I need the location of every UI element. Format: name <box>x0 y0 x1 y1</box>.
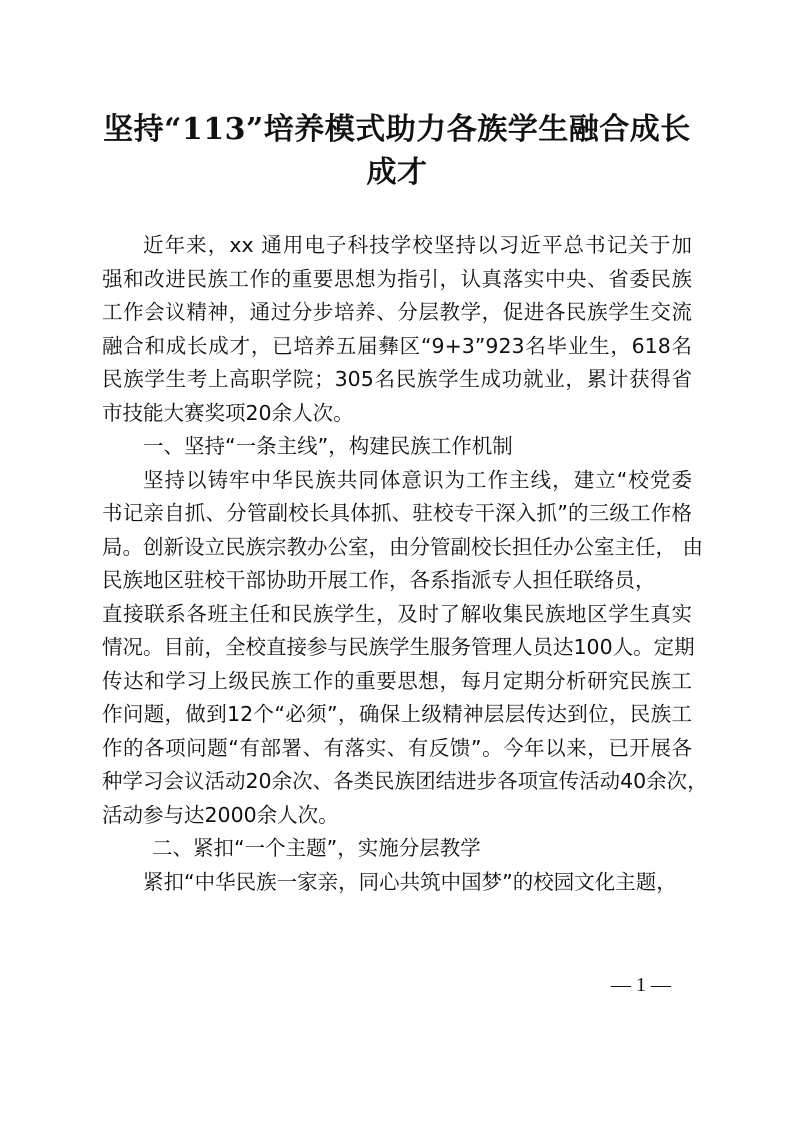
paragraph-line: 作的各项问题“有部署、有落实、有反馈”。今年以来，已开展各 <box>102 735 692 760</box>
document-title: 坚持“113”培养模式助力各族学生融合成长成才 <box>103 112 691 190</box>
section-heading-2: 二、紧扣“一个主题”，实施分层教学 <box>152 836 481 860</box>
paragraph-line: 强和改进民族工作的重要思想为指引，认真落实中央、省委民族 <box>102 266 692 291</box>
paragraph-line: 活动参与达2000余人次。 <box>102 802 339 827</box>
paragraph-line: 紧扣“中华民族一家亲，同心共筑中国梦”的校园文化主题， <box>143 869 677 894</box>
paragraph-line: 民族地区驻校干部协助开展工作，各系指派专人担任联络员， <box>102 568 656 592</box>
paragraph-line: 种学习会议活动20余次、各类民族团结进步各项宣传活动40余次， <box>102 769 708 793</box>
paragraph-line: 传达和学习上级民族工作的重要思想，每月定期分析研究民族工 <box>102 668 692 693</box>
paragraph-line: 融合和成长成才，已培养五届彝区“9+3”923名毕业生，618名 <box>102 333 692 358</box>
paragraph-line: 书记亲自抓、分管副校长具体抓、驻校专干深入抓”的三级工作格 <box>102 501 692 525</box>
paragraph-line: 情况。目前，全校直接参与民族学生服务管理人员达100人。定期 <box>102 635 695 659</box>
paragraph-line: 局。创新设立民族宗教办公室，由分管副校长担任办公室主任， 由 <box>102 534 704 559</box>
paragraph-line: 作问题，做到12个“必须”，确保上级精神层层传达到位，民族工 <box>102 702 692 726</box>
paragraph-line: 市技能大赛奖项20余人次。 <box>102 400 354 425</box>
paragraph-line: 工作会议精神，通过分步培养、分层教学，促进各民族学生交流 <box>102 300 692 324</box>
paragraph-line: 坚持以铸牢中华民族共同体意识为工作主线，建立“校党委 <box>143 467 692 492</box>
section-heading-1: 一、坚持“一条主线”，构建民族工作机制 <box>143 434 513 458</box>
paragraph-line: 近年来，xx 通用电子科技学校坚持以习近平总书记关于加 <box>143 233 692 257</box>
page-number: — 1 — <box>611 974 671 996</box>
paragraph-line: 直接联系各班主任和民族学生，及时了解收集民族地区学生真实 <box>102 601 692 626</box>
document-body <box>102 229 708 899</box>
paragraph-line: 民族学生考上高职学院；305名民族学生成功就业，累计获得省 <box>102 367 692 391</box>
